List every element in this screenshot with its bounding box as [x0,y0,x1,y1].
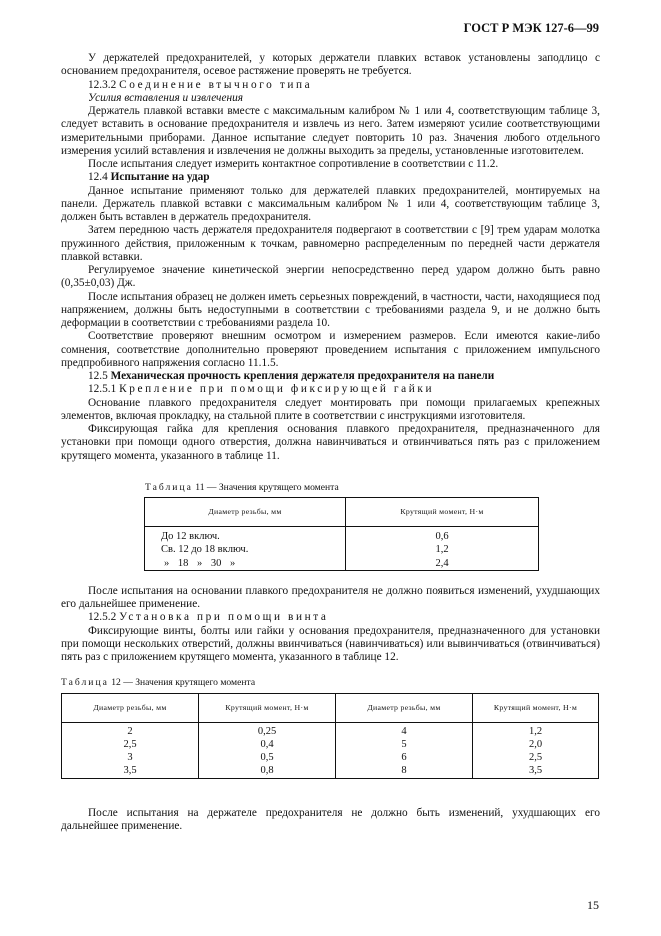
paragraph: После испытания образец не должен иметь серьезных повреждений, в частности, части, находящиеся под напряжением, должны быть недоступными в соответствии с требованиями раздела 9, и не должно быть деформации в соответствии с требованиями раздела 10. [61,290,600,329]
paragraph: После испытания на держателе предохранителя не должно быть изменений, ухудшающих его дальнейшее применение. [61,806,600,832]
paragraph: Фиксирующие винты, болты или гайки у основания предохранителя, предназначенного для установки при помощи нескольких отверстий, должны ввинчиваться (навинчиваться) или вывинчиваться (отвинчиваться) пять раз с приложением крутящего момента, указанного в таблице 12. [61,624,600,663]
table-cell-diameter: До 12 включ. [145,527,346,544]
table-row [62,764,599,778]
table-cell-torque: 1,2 [346,543,539,556]
table-label: Таблица [61,677,109,689]
section-number: 12.3.2 [88,78,117,91]
paragraph: Данное испытание применяют только для держателей плавких предохранителей, монтируемых на панели. Держатель плавкой вставки с максимальным калибром № 1 или 4, соответствующим таблице 3, должен быть вставлен в держатель предохранителя. [61,184,600,223]
table-header-torque: Крутящий момент, Н·м [473,693,599,722]
table-header-torque: Крутящий момент, Н·м [346,498,539,527]
section-title: Соединение втычного типа [119,78,313,91]
paragraph: Фиксирующая гайка для крепления основания плавкого предохранителя, предназначенного для установки при помощи одного отверстия, должна навинчиваться и отвинчиваться пять раз с приложением крутящего момента, указанного в таблице 11. [61,423,600,462]
table-cell-diameter: 2,5 [62,738,199,751]
table-cell-torque: 0,8 [199,764,336,778]
table-row [145,527,539,544]
table-12 [61,693,599,779]
table-row [62,738,599,751]
table-cell-torque: 2,5 [473,751,599,764]
section-heading-12-5-2 [61,611,600,624]
table-row [145,543,539,556]
section-title: Крепление при помощи фиксирующей гайки [119,383,435,396]
section-number: 12.5.2 [88,611,117,624]
paragraph: После испытания на основании плавкого предохранителя не должно появиться изменений, ухудшающих его дальнейшее применение. [61,584,600,610]
table-caption-text: 11 — Значения крутящего момента [195,481,339,493]
table-cell-diameter: Св. 12 до 18 включ. [145,543,346,556]
section-heading-12-5 [61,370,600,383]
table-cell-torque: 0,5 [199,751,336,764]
paragraph: После испытания следует измерить контактное сопротивление в соответствии с 11.2. [88,158,499,170]
section-number: 12.4 [88,171,108,184]
table-11 [144,497,539,571]
section-title: Механическая прочность крепления держателя предохранителя на панели [110,370,495,382]
table-cell-diameter: 8 [336,764,473,778]
section-heading-12-5-1 [61,383,600,396]
paragraph: Соответствие проверяют внешним осмотром и измерением размеров. Если имеются какие-либо сомнения, соответствие дополнительно проверяют проведением испытания с приложением импульсного предпробивного напряжения согласно 11.1.5. [61,330,600,369]
table-row [145,557,539,571]
paragraph: Затем переднюю часть держателя предохранителя подвергают в соответствии с [9] трем ударам молотка пружинного действия, приложенным к точкам, равномерно распределенным по передней части держателя плавкой вставки. [61,224,600,263]
paragraph: Основание плавкого предохранителя следует монтировать при помощи прилагаемых крепежных элементов, включая прокладку, на стальной плите в соответствии с инструкциями изготовителя. [61,396,600,422]
table-row [62,722,599,738]
table-header-diameter: Диаметр резьбы, мм [336,693,473,722]
table-label: Таблица [145,481,193,493]
section-heading-12-4 [61,171,600,184]
table-header-diameter: Диаметр резьбы, мм [62,693,199,722]
table-cell-diameter: 3 [62,751,199,764]
table-row [62,751,599,764]
paragraph: Держатель плавкой вставки вместе с максимальным калибром № 1 или 4, соответствующим таблице 3, следует вставить в основание предохранителя и извлечь из него. Затем измеряют усилие соответствующими измерительными приборами. Данное испытание следует повторить 10 раз. Значения любого отдельного измерения усилий вставления и извлечения не должны выходить за пределы, установленные изготовителем. [61,105,600,157]
table-cell-torque: 0,6 [346,527,539,544]
table-caption-text: 12 — Значения крутящего момента [111,677,256,689]
table-cell-diameter: 2 [62,722,199,738]
table-header-torque: Крутящий момент, Н·м [199,693,336,722]
table-header-diameter: Диаметр резьбы, мм [145,498,346,527]
table-cell-diameter: » 18 » 30 » [145,557,346,571]
table-cell-diameter: 6 [336,751,473,764]
subsection-title: Усилия вставления и извлечения [88,91,243,104]
table-cell-torque: 0,25 [199,722,336,738]
section-heading-12-3-2 [61,79,600,92]
table-cell-diameter: 4 [336,722,473,738]
section-title: Испытание на удар [110,171,210,184]
table-11-caption [145,481,600,494]
table-cell-torque: 0,4 [199,738,336,751]
table-cell-torque: 2,4 [346,557,539,571]
standard-header: ГОСТ Р МЭК 127-6—99 [463,21,599,35]
page-number: 15 [587,898,599,912]
table-cell-torque: 3,5 [473,764,599,778]
table-cell-diameter: 3,5 [62,764,199,778]
document-body [61,52,600,833]
paragraph: Регулируемое значение кинетической энергии непосредственно перед ударом должно быть равно (0,35±0,03) Дж. [61,264,600,290]
section-title: Установка при помощи винта [119,611,329,624]
table-cell-diameter: 5 [336,738,473,751]
section-number: 12.5.1 [88,383,117,396]
table-cell-torque: 2,0 [473,738,599,751]
table-12-caption [61,676,600,689]
table-cell-torque: 1,2 [473,722,599,738]
section-number: 12.5 [88,370,108,382]
paragraph: У держателей предохранителей, у которых держатели плавких вставок установлены заподлицо с основанием предохранителя, осевое растяжение проверять не требуется. [61,52,600,78]
